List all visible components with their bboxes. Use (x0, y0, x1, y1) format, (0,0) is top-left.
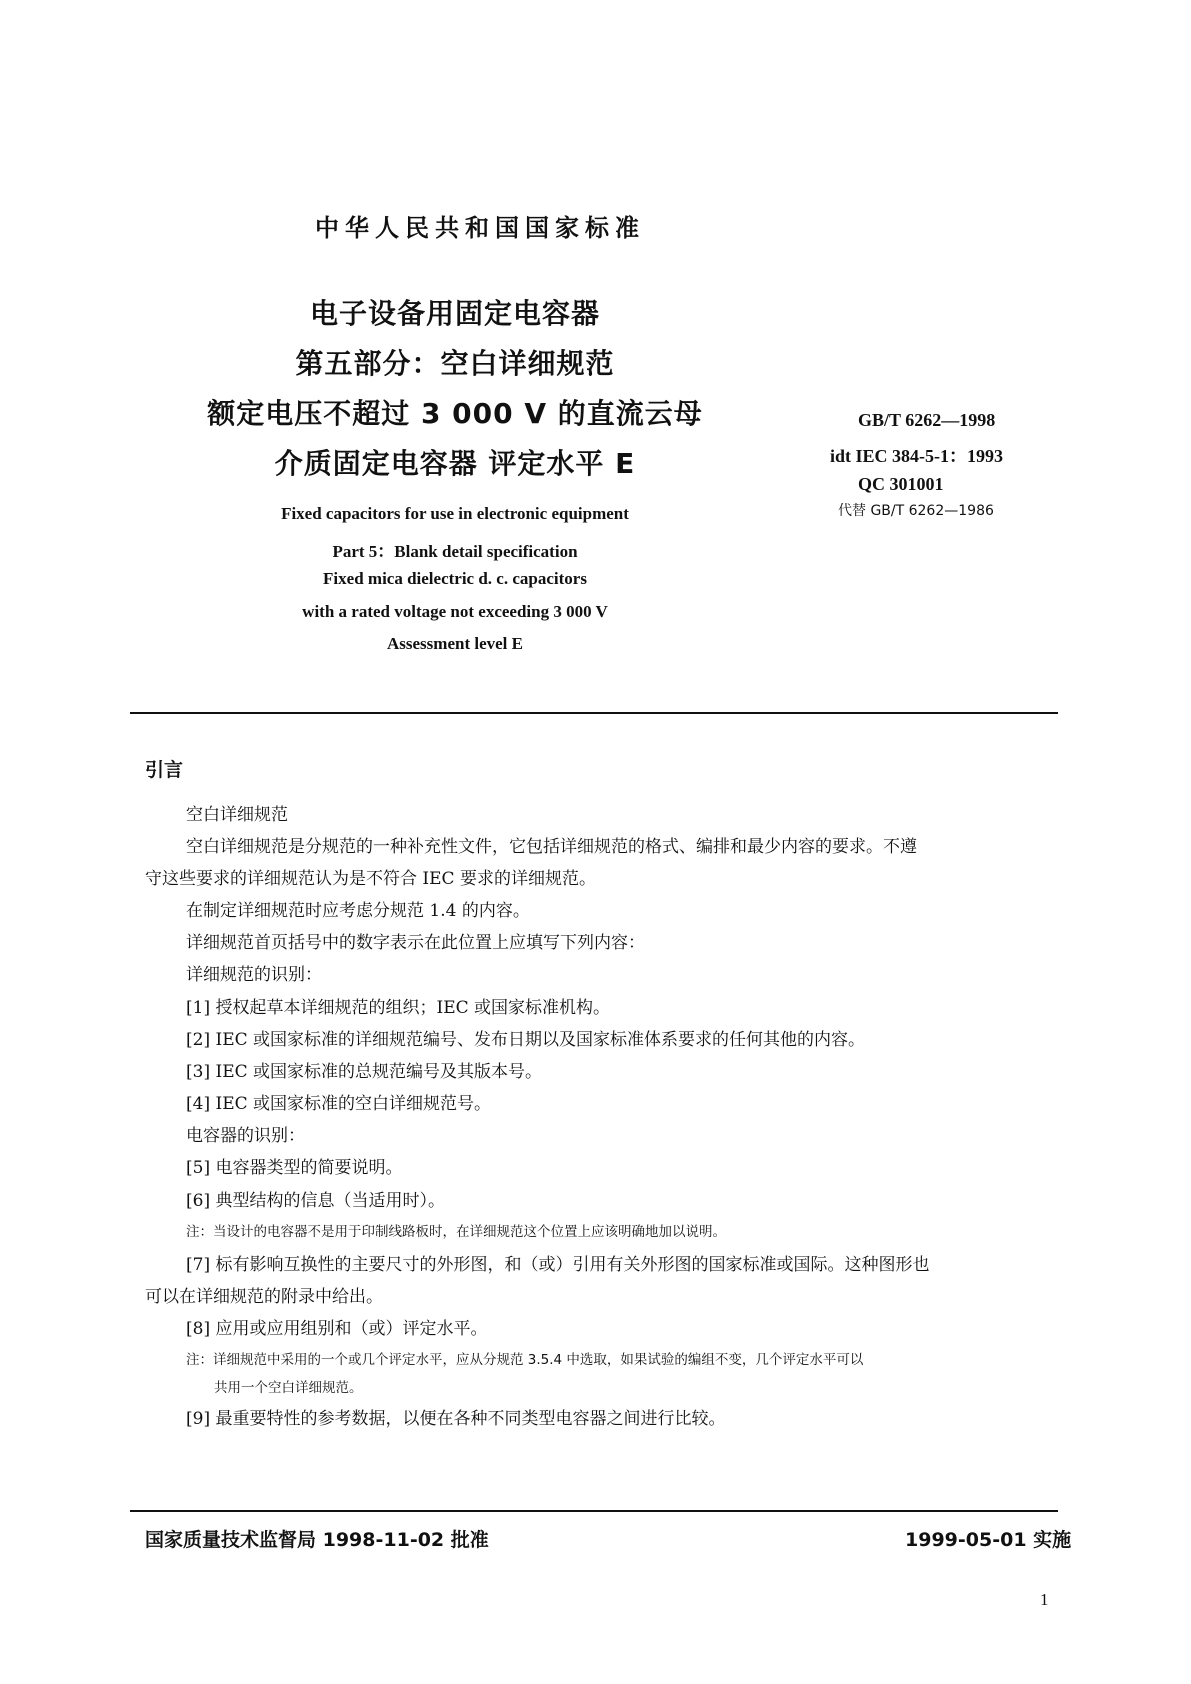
intro-note: 注：当设计的电容器不是用于印制线路板时，在详细规范这个位置上应该明确地加以说明。 (186, 1224, 726, 1240)
title-en-line-4: with a rated voltage not exceeding 3 000 V (302, 602, 608, 621)
approval-date: 国家质量技术监督局 1998-11-02 批准 (145, 1529, 489, 1551)
intro-line: 详细规范首页括号中的数字表示在此位置上应填写下列内容： (186, 933, 645, 953)
gb-standard-code: GB/T 6262—1998 (858, 410, 996, 430)
intro-line: 在制定详细规范时应考虑分规范 1.4 的内容。 (186, 901, 530, 921)
title-zh-line-2: 第五部分：空白详细规范 (295, 347, 615, 380)
intro-line: [7] 标有影响互换性的主要尺寸的外形图，和（或）引用有关外形图的国家标准或国际。这种图形也 (186, 1255, 930, 1275)
intro-line: [4] IEC 或国家标准的空白详细规范号。 (186, 1094, 492, 1114)
replaces-standard: 代替 GB/T 6262—1986 (838, 503, 994, 519)
intro-line: 电容器的识别： (186, 1126, 305, 1146)
intro-note: 共用一个空白详细规范。 (214, 1380, 363, 1396)
title-zh-line-1: 电子设备用固定电容器 (309, 297, 600, 330)
intro-note: 注：详细规范中采用的一个或几个评定水平，应从分规范 3.5.4 中选取，如果试验的编组不变，几个评定水平可以 (186, 1352, 864, 1368)
page-number: 1 (1040, 1590, 1049, 1609)
intro-line: 空白详细规范 (186, 805, 288, 825)
intro-line: [8] 应用或应用组别和（或）评定水平。 (186, 1319, 488, 1339)
qc-standard-code: QC 301001 (858, 474, 944, 494)
intro-line: [6] 典型结构的信息（当适用时）。 (186, 1191, 445, 1211)
iec-standard-code: idt IEC 384-5-1：1993 (830, 446, 1004, 466)
intro-line: 详细规范的识别： (186, 965, 322, 985)
header-divider (130, 712, 1058, 714)
title-en-line-5: Assessment level E (387, 634, 523, 653)
intro-line: [5] 电容器类型的简要说明。 (186, 1158, 403, 1178)
intro-line: [2] IEC 或国家标准的详细规范编号、发布日期以及国家标准体系要求的任何其他的内容。 (186, 1030, 866, 1050)
title-zh-line-4: 介质固定电容器 评定水平 E (274, 447, 636, 480)
title-en-line-1: Fixed capacitors for use in electronic equipment (281, 504, 629, 523)
intro-line: 可以在详细规范的附录中给出。 (145, 1287, 383, 1307)
intro-line: 空白详细规范是分规范的一种补充性文件，它包括详细规范的格式、编排和最少内容的要求。不遵 (186, 837, 917, 857)
intro-line: [3] IEC 或国家标准的总规范编号及其版本号。 (186, 1062, 543, 1082)
intro-line: [9] 最重要特性的参考数据，以便在各种不同类型电容器之间进行比较。 (186, 1409, 726, 1429)
intro-line: [1] 授权起草本详细规范的组织；IEC 或国家标准机构。 (186, 998, 611, 1018)
national-standard-heading: 中华人民共和国国家标准 (315, 214, 645, 242)
title-en-line-2: Part 5：Blank detail specification (332, 542, 578, 561)
footer-divider (130, 1510, 1058, 1512)
intro-line: 守这些要求的详细规范认为是不符合 IEC 要求的详细规范。 (145, 869, 596, 889)
title-zh-line-3: 额定电压不超过 3 000 V 的直流云母 (207, 397, 703, 430)
title-en-line-3: Fixed mica dielectric d. c. capacitors (323, 569, 587, 588)
effective-date: 1999-05-01 实施 (905, 1529, 1072, 1551)
intro-heading: 引言 (145, 759, 184, 781)
